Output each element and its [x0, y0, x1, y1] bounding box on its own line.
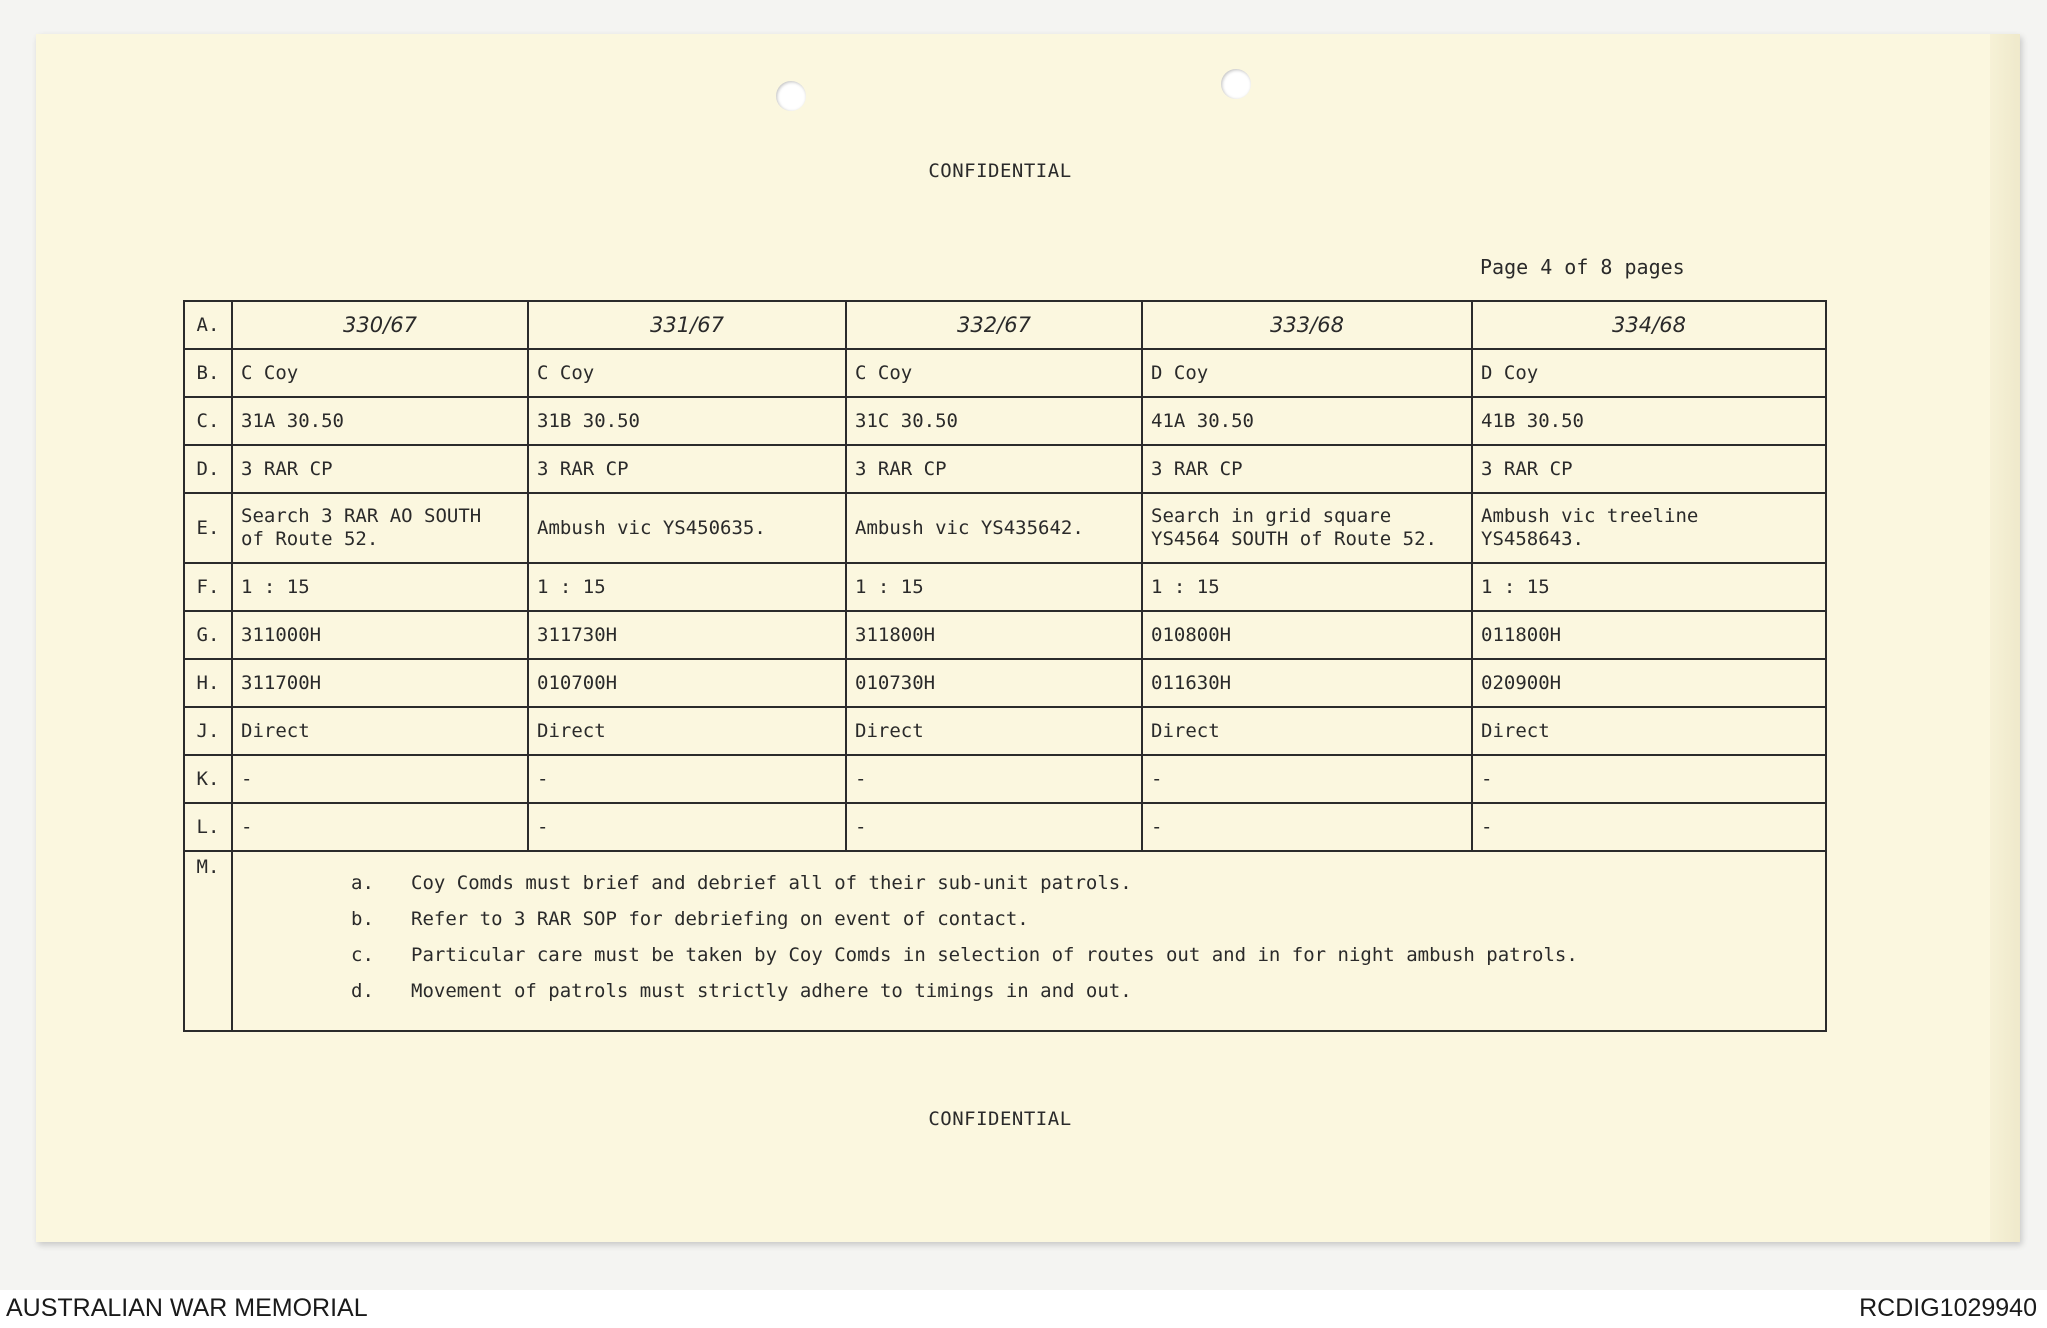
table-row — [184, 397, 1826, 445]
archive-institution: AUSTRALIAN WAR MEMORIAL — [6, 1294, 368, 1322]
table-cell: 1 : 15 — [232, 563, 528, 611]
table-row — [184, 611, 1826, 659]
table-cell: 011630H — [1142, 659, 1472, 707]
table-cell: Direct — [1472, 707, 1826, 755]
table-cell: 31C 30.50 — [846, 397, 1142, 445]
table-cell: 020900H — [1472, 659, 1826, 707]
patrol-table — [183, 300, 1827, 1032]
table-cell: Direct — [528, 707, 846, 755]
row-label: F. — [184, 563, 232, 611]
note-letter: b. — [351, 908, 374, 930]
row-label: H. — [184, 659, 232, 707]
table-cell: Search 3 RAR AO SOUTH of Route 52. — [232, 493, 528, 563]
table-cell: 31B 30.50 — [528, 397, 846, 445]
table-row — [184, 755, 1826, 803]
table-cell: 3 RAR CP — [1472, 445, 1826, 493]
table-cell: Search in grid square YS4564 SOUTH of Route 52. — [1142, 493, 1472, 563]
table-cell: 010730H — [846, 659, 1142, 707]
table-row — [184, 803, 1826, 851]
row-label: B. — [184, 349, 232, 397]
table-cell: - — [1142, 755, 1472, 803]
classification-footer: CONFIDENTIAL — [928, 1108, 1072, 1130]
note-text: Particular care must be taken by Coy Comds in selection of routes out and in for night ambush patrols. — [411, 944, 1578, 966]
note-letter: c. — [351, 944, 374, 966]
table-cell: - — [846, 803, 1142, 851]
table-cell: Ambush vic YS435642. — [846, 493, 1142, 563]
notes-row — [184, 851, 1826, 1031]
punch-hole — [1221, 69, 1251, 99]
archive-identifier: RCDIG1029940 — [1859, 1294, 2037, 1322]
table-row — [184, 349, 1826, 397]
table-cell: 1 : 15 — [1472, 563, 1826, 611]
note-item — [241, 941, 1817, 969]
note-item — [241, 869, 1817, 897]
table-cell: 332/67 — [846, 301, 1142, 349]
table-cell: 331/67 — [528, 301, 846, 349]
table-cell: 334/68 — [1472, 301, 1826, 349]
page-indicator: Page 4 of 8 pages — [1480, 255, 1685, 279]
table-cell: 1 : 15 — [528, 563, 846, 611]
table-cell: - — [528, 755, 846, 803]
table-cell: 330/67 — [232, 301, 528, 349]
row-label: G. — [184, 611, 232, 659]
table-row — [184, 707, 1826, 755]
table-cell: 1 : 15 — [1142, 563, 1472, 611]
note-text: Refer to 3 RAR SOP for debriefing on event of contact. — [411, 908, 1029, 930]
row-label: L. — [184, 803, 232, 851]
table-cell: 311800H — [846, 611, 1142, 659]
row-label: D. — [184, 445, 232, 493]
table-cell: - — [1472, 803, 1826, 851]
table-cell: 1 : 15 — [846, 563, 1142, 611]
table-cell: - — [846, 755, 1142, 803]
row-label: K. — [184, 755, 232, 803]
row-label: M. — [184, 851, 232, 1031]
table-row — [184, 493, 1826, 563]
table-cell: 31A 30.50 — [232, 397, 528, 445]
row-label: J. — [184, 707, 232, 755]
table-cell: - — [232, 803, 528, 851]
table-cell: - — [1142, 803, 1472, 851]
table-cell: Direct — [1142, 707, 1472, 755]
table-cell: 3 RAR CP — [232, 445, 528, 493]
table-cell: 41B 30.50 — [1472, 397, 1826, 445]
table-cell: Direct — [232, 707, 528, 755]
table-cell: D Coy — [1142, 349, 1472, 397]
table-cell: D Coy — [1472, 349, 1826, 397]
table-cell: Direct — [846, 707, 1142, 755]
row-label: E. — [184, 493, 232, 563]
table-cell: - — [1472, 755, 1826, 803]
table-cell: 3 RAR CP — [846, 445, 1142, 493]
table-cell: Ambush vic YS450635. — [528, 493, 846, 563]
table-cell: 311000H — [232, 611, 528, 659]
row-label: C. — [184, 397, 232, 445]
table-cell: C Coy — [232, 349, 528, 397]
table-cell: 3 RAR CP — [1142, 445, 1472, 493]
table-cell: 3 RAR CP — [528, 445, 846, 493]
table-cell: 311700H — [232, 659, 528, 707]
table-cell: 311730H — [528, 611, 846, 659]
table-row — [184, 445, 1826, 493]
note-item — [241, 905, 1817, 933]
table-cell: 41A 30.50 — [1142, 397, 1472, 445]
note-text: Movement of patrols must strictly adhere to timings in and out. — [411, 980, 1132, 1002]
note-letter: d. — [351, 980, 374, 1002]
page-edge — [1990, 34, 2020, 1242]
table-cell: C Coy — [846, 349, 1142, 397]
row-label: A. — [184, 301, 232, 349]
punch-hole — [776, 81, 806, 111]
notes-cell — [232, 851, 1826, 1031]
table-row — [184, 301, 1826, 349]
patrol-table-body — [184, 301, 1826, 1031]
table-cell: 010800H — [1142, 611, 1472, 659]
note-item — [241, 977, 1817, 1005]
note-letter: a. — [351, 872, 374, 894]
classification-header: CONFIDENTIAL — [928, 160, 1072, 182]
table-cell: - — [232, 755, 528, 803]
table-cell: 011800H — [1472, 611, 1826, 659]
table-cell: - — [528, 803, 846, 851]
table-cell: Ambush vic treeline YS458643. — [1472, 493, 1826, 563]
table-row — [184, 563, 1826, 611]
table-cell: 010700H — [528, 659, 846, 707]
table-row — [184, 659, 1826, 707]
table-cell: C Coy — [528, 349, 846, 397]
note-text: Coy Comds must brief and debrief all of their sub-unit patrols. — [411, 872, 1132, 894]
table-cell: 333/68 — [1142, 301, 1472, 349]
